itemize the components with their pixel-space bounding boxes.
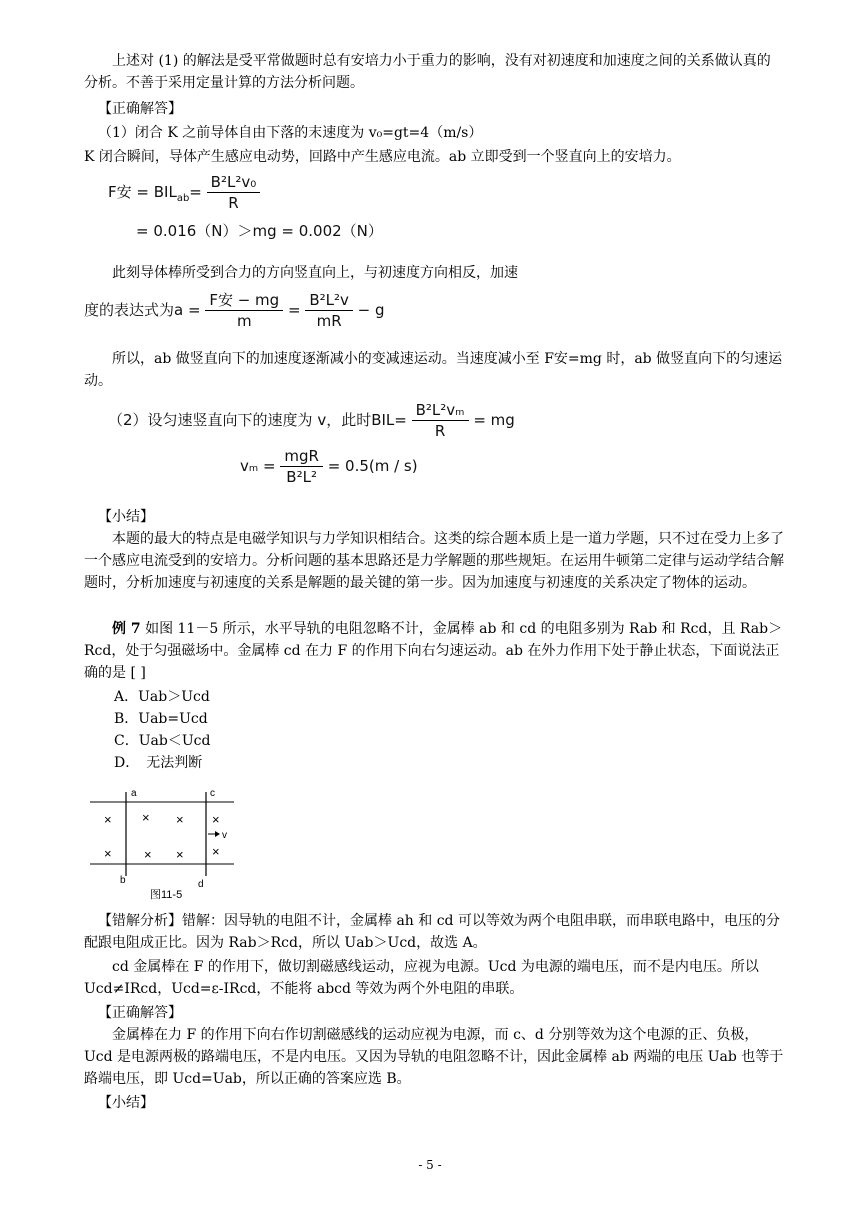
- field-cross: ×: [176, 847, 184, 862]
- fraction-denominator: mR: [316, 312, 342, 330]
- formula-result: = 0.016（N）＞mg = 0.002（N）: [136, 222, 383, 240]
- fraction: [280, 446, 323, 487]
- field-cross: ×: [104, 846, 112, 861]
- option-d: D． 无法判断: [114, 755, 203, 771]
- formula-ampere-force: F安 = $BIL_{ab}=$ $\frac{\text{B²L²v₀}}{R}$: [108, 172, 260, 213]
- paragraph-summary: 本题的最大的特点是电磁学知识与力学知识相结合。这类的综合题本质上是一道力学题，只不过在受力上多了一个感应电流受到的安培力。分析问题的基本思路还是力学解题的那些规矩。在运用牛顿第二定律与运动学结合解题时，分析加速度与初速度的关系是解题的最关键的第一步。因为加速度与初速度的关系决定了物体的运动。: [84, 531, 784, 591]
- acceleration-prefix: 度的表达式为a =: [84, 301, 201, 319]
- fraction-denominator: R: [434, 422, 446, 440]
- formula-lhs: vₘ =: [240, 457, 276, 475]
- formula-terminal-velocity: [240, 446, 418, 487]
- fraction-denominator: m: [236, 312, 252, 330]
- line-force-direction: 此刻导体棒所受到合力的方向竖直向上，与初速度方向相反，加速: [112, 265, 518, 281]
- example-7: [84, 618, 784, 684]
- fraction-numerator: B²L²v₀: [207, 172, 261, 193]
- heading-wrong-analysis: 【错解分析】: [98, 913, 182, 929]
- figure-caption: 图11-5: [150, 889, 183, 901]
- label-b: b: [120, 875, 126, 886]
- field-cross: ×: [212, 844, 220, 859]
- paragraph-cd-source: cd 金属棒在 F 的作用下，做切割磁感线运动，应视为电源。Ucd 为电源的端电压，而不是内电压。所以 Ucd≠IRcd，Ucd=ε-IRcd，不能将 abcd 等效为两个外电阻的串联。: [84, 959, 759, 997]
- wrong-text: 错解：因导轨的电阻不计，金属棒 ah 和 cd 可以等效为两个电阻串联，而串联电路中，电压的分配跟电阻成正比。因为 Rab＞Rcd，所以 Uab＞Ucd，故选 A。: [84, 913, 780, 951]
- field-cross: ×: [144, 847, 152, 862]
- heading-summary-2: 【小结】: [98, 1095, 154, 1111]
- formula-terminal-condition: [108, 400, 515, 441]
- label-v: v: [222, 830, 227, 841]
- fraction: [205, 290, 283, 331]
- heading-summary: 【小结】: [98, 509, 154, 525]
- fraction-numerator: F安 − mg: [205, 290, 283, 311]
- paragraph-wrong-analysis: [84, 910, 784, 954]
- label-a: a: [131, 788, 137, 799]
- field-cross: ×: [176, 812, 184, 827]
- label-c: c: [210, 788, 215, 799]
- field-cross: ×: [104, 812, 112, 827]
- option-a: A．Uab＞Ucd: [114, 689, 210, 705]
- formula-acceleration: 度的表达式为a = $\frac{\text{F安 − mg}}{m}$ = $\frac{\text{B²L²v}}{mR}$ − g: [84, 291, 385, 330]
- field-cross: ×: [142, 810, 150, 825]
- fraction-numerator: B²L²vₘ: [412, 400, 469, 421]
- fraction: [305, 290, 353, 331]
- figure-11-5: [84, 784, 244, 904]
- formula-lhs: F安 = BIL: [108, 183, 177, 201]
- acceleration-tail: − g: [357, 301, 385, 319]
- formula-tail: = 0.5(m / s): [327, 457, 418, 475]
- example-label: 例 7: [112, 621, 141, 637]
- paragraph-analysis: 上述对 (1) 的解法是受平常做题时总有安培力小于重力的影响，没有对初速度和加速度之间的关系做认真的分析。不善于采用定量计算的方法分析问题。: [84, 53, 771, 91]
- heading-correct-answer: 【正确解答】: [98, 101, 182, 117]
- velocity-arrowhead: [215, 831, 220, 837]
- paragraph-deceleration: 所以，ab 做竖直向下的加速度逐渐减小的变减速运动。当速度减小至 F安=mg 时，ab 做竖直向下的匀速运动。: [84, 351, 783, 389]
- option-c: C．Uab＜Ucd: [114, 733, 211, 749]
- fraction: [412, 400, 469, 441]
- fraction: [207, 172, 261, 213]
- field-cross: ×: [212, 812, 220, 827]
- paragraph-correct-answer-2: 金属棒在力 F 的作用下向右作切割磁感线的运动应视为电源，而 c、d 分别等效为这个电源的正、负极，Ucd 是电源两极的路端电压，不是内电压。又因为导轨的电阻忽略不计，因此金属棒 ab 两端的电压 Uab 也等于路端电压，即 Ucd=Uab，所以正确的答案应选 B。: [84, 1027, 784, 1087]
- formula-prefix: （2）设匀速竖直向下的速度为 v，此时BIL=: [108, 411, 407, 429]
- line-k-closed: K 闭合瞬间，导体产生感应电动势，回路中产生感应电流。ab 立即受到一个竖直向上的安培力。: [84, 149, 681, 165]
- option-b: B．Uab=Ucd: [114, 711, 208, 727]
- formula-tail: = mg: [473, 411, 515, 429]
- heading-correct-answer-2: 【正确解答】: [98, 1005, 182, 1021]
- example-text: 如图 11－5 所示，水平导轨的电阻忽略不计，金属棒 ab 和 cd 的电阻多别为 Rab 和 Rcd，且 Rab＞Rcd，处于匀强磁场中。金属棒 cd 在力 F 的作用下向右匀速运动。ab 在外力作用下处于静止状态，下面说法正确的是 [ ]: [84, 621, 783, 681]
- formula-lhs-sub: ab: [176, 193, 190, 204]
- line-free-fall: （1）闭合 K 之前导体自由下落的末速度为 v₀=gt=4（m/s）: [98, 125, 483, 141]
- fraction-denominator: B²L²: [286, 468, 317, 486]
- label-d: d: [198, 879, 204, 890]
- fraction-denominator: R: [228, 194, 239, 212]
- fraction-numerator: mgR: [280, 446, 323, 467]
- fraction-numerator: B²L²v: [305, 290, 353, 311]
- page-number: - 5 -: [418, 1158, 442, 1172]
